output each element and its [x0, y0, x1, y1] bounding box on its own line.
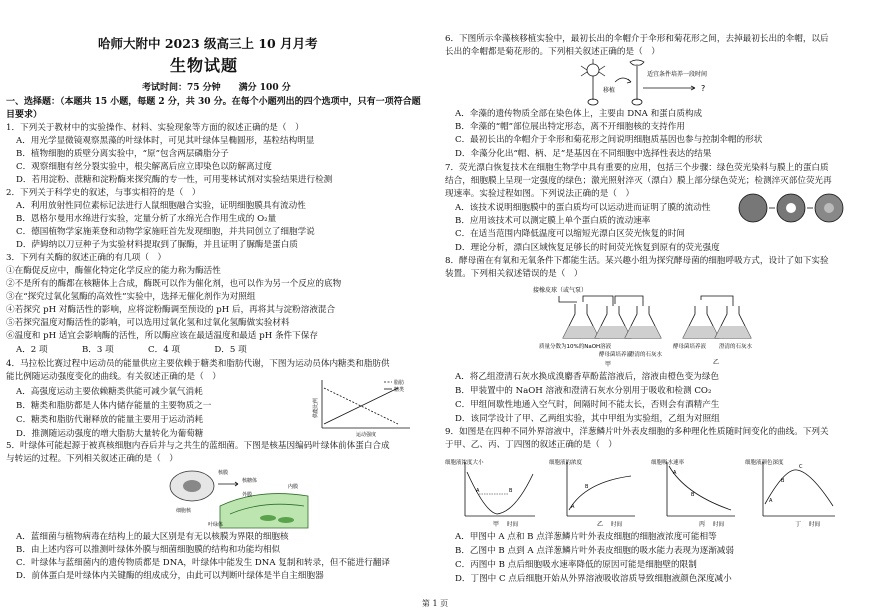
option: A．利用放射性同位素标记法进行人鼠细胞融合实验，证明细胞膜具有流动性 [16, 201, 306, 211]
question-5: 5．叶绿体可能起源于被真核细胞内吞后并与之共生的蓝细菌。下图是核基因编码叶绿体前体蛋白合成 [6, 441, 390, 451]
question-6-cont: 长出的伞帽都是菊花形的。下列相关叙述正确的是（ ） [445, 47, 660, 57]
group-jia: 甲 [605, 361, 612, 368]
question-4: 4．马拉松比赛过程中运动员的能量供应主要依赖于糖类和脂肪代谢，下图为运动员体内糖类和脂肪供 [6, 359, 390, 369]
label-rubber-ball: 接橡皮球（或气泵） [533, 287, 588, 294]
question-6: 6．下图所示伞藻核移植实验中，最初长出的伞帽介于伞形和菊花形之间，去掉最初长出的伞帽，以后 [445, 34, 829, 44]
group-yi: 乙 [713, 359, 720, 366]
option: C．甲组间歇性地通入空气时，间隔时间不能太长，否则会有酒精产生 [455, 400, 720, 410]
label-limewater-2: 澄清的石灰水 [719, 344, 753, 350]
exam-meta: 考试时间：75 分钟 满分 100 分 [142, 83, 291, 93]
option: A．甲图中 A 点和 B 点洋葱鳞片叶外表皮细胞的细胞液浓度可能相等 [455, 532, 717, 542]
option: D．前体蛋白是叶绿体内关键酶的组成成分，由此可以判断叶绿体是半自主细胞器 [16, 571, 324, 581]
option: A．用光学显微镜观察黑藻的叶绿体时，可见其叶绿体呈椭圆形，基粒结构明显 [16, 136, 315, 146]
option: B．应用该技术可以测定膜上单个蛋白质的流动速率 [455, 216, 651, 226]
option-row: A．2 项 B．3 项 C．4 项 D．5 项 [16, 345, 247, 355]
flower-cap-icon [587, 64, 599, 76]
label-ribosome: 核糖体 [242, 478, 258, 484]
name-ding: 丁 [795, 521, 802, 528]
frap-figure [737, 192, 847, 226]
option: A．将乙组澄清石灰水换成溴麝香草酚蓝溶液后，溶液由橙色变为绿色 [455, 372, 720, 382]
point-b-ding: B [781, 478, 785, 484]
legend-sugar: 糖类 [394, 387, 405, 393]
page-footer: 第 1 页 [421, 599, 449, 608]
label-naoh: 质量分数为10%的NaOH溶液 [539, 344, 612, 350]
transplant-label: 移植 [603, 87, 616, 94]
flask-5 [715, 306, 751, 338]
point-b-bing: B [691, 492, 695, 498]
option: C．德国植物学家施莱登和动物学家施旺首先发现细胞，并共同创立了细胞学说 [16, 227, 315, 237]
option: C．叶绿体与蓝细菌内的遗传物质都是 DNA，叶绿体中能发生 DNA 复制和转录，但不能进行翻译 [16, 558, 390, 568]
option: A．蓝细菌与植物病毒在结构上的最大区别是有无以核膜为界限的细胞核 [16, 532, 289, 542]
question-5-cont: 与转运的过程。下列相关叙述正确的是（ ） [6, 454, 178, 464]
graph-yi [567, 462, 635, 516]
label-nuclear-envelope: 核膜 [218, 470, 229, 476]
name-bing: 丙 [699, 521, 706, 528]
question-9: 9．如图是在四种不同外界溶液中，洋葱鳞片叶外表皮细胞的多种理化性质随时间变化的曲线。下列关 [445, 427, 829, 437]
option: D．丁图中 C 点后细胞开始从外界溶液吸收溶质导致细胞液颜色深度减小 [455, 574, 732, 584]
culture-label: 适宜条件培养一段时间 [647, 71, 708, 78]
chloroplast-protein-figure [158, 466, 318, 530]
ylabel-yi: 细胞液的浓度 [549, 460, 583, 466]
statement: ⑥温度和 pH 适宜会影响酶的活性，所以酶应该在最适温度和最适 pH 条件下保存 [6, 331, 318, 341]
point-a-bing: A [673, 470, 677, 476]
section-heading: 一、选择题：（本题共 15 小题，每题 2 分，共 30 分。在每个小题列出的四个选项中，只有一项符合题 [6, 97, 421, 107]
option: B．伞藻的“帽”部位展出特定形态，离不开细胞核的支持作用 [455, 122, 685, 132]
ylabel-ding: 细胞液颜色深度 [745, 460, 784, 466]
question-9-cont: 于甲、乙、丙、丁四图的叙述正确的是（ ） [445, 440, 617, 450]
question-1: 1．下列关于教材中的实验操作、材料、实验现象等方面的叙述正确的是（ ） [6, 123, 304, 133]
xlabel-jia: 时间 [507, 522, 519, 528]
statement: ④若探究 pH 对酶活性的影响，应将淀粉酶调至预设的 pH 后，再将其与淀粉溶液混合 [6, 305, 336, 315]
option: D．若用淀粉、蔗糖和淀粉酶来探究酶的专一性，可用斐林试剂对实验结果进行检测 [16, 175, 333, 185]
question-7-cont: 结合，细胞膜上呈现一定强度的绿色；激光照射淬灭（漂白）膜上部分绿色荧光；检测淬灭部位荧光再 [445, 176, 832, 186]
point-c-ding: C [799, 464, 803, 470]
nucleolus-shape [183, 480, 201, 492]
option: C．最初长出的伞帽介于伞形和菊花形之间说明细胞质基因也参与控制伞帽的形状 [455, 135, 763, 145]
option: D．推测随运动强度的增大脂肪大量转化为葡萄糖 [16, 429, 204, 439]
point-a-jia: A [476, 488, 480, 494]
flask-3 [625, 306, 661, 338]
flask-4 [683, 306, 719, 338]
ylabel-jia: 细胞液浓度大小 [445, 460, 484, 466]
question-mark: ? [701, 84, 706, 93]
point-a-yi: A [571, 504, 575, 510]
flask-1 [563, 304, 599, 338]
option: B．植物细胞的质壁分离实验中，“原”包含两层磷脂分子 [16, 149, 229, 159]
acetabularia-figure [575, 58, 745, 108]
option: C．在适当范围内降低温度可以缩短光漂白区荧光恢复的时间 [455, 229, 686, 239]
x-axis-label: 运动强度 [356, 432, 377, 438]
option: B．糖类和脂肪都是人体内储存能量的主要物质之一 [16, 401, 212, 411]
option: B．恩格尔曼用水绵进行实验，定量分析了水绵光合作用生成的 O₂量 [16, 214, 277, 224]
option: D．理论分析，漂白区域恢复足够长的时间荧光恢复到原有的荧光强度 [455, 243, 720, 253]
option: A．伞藻的遗传物质全部在染色体上，主要由 DNA 和蛋白质构成 [455, 109, 703, 119]
option: D．萨姆纳以刀豆种子为实验材料提取到了脲酶，并且证明了脲酶是蛋白质 [16, 240, 298, 250]
graph-bing [667, 462, 735, 516]
chloroplast-shape [220, 494, 308, 528]
question-4-cont: 能比例随运动强度变化的曲线。有关叙述正确的是（ ） [6, 372, 221, 382]
label-chloroplast: 叶绿体 [208, 522, 224, 528]
point-b-yi: B [585, 484, 589, 490]
option: A．该技术说明细胞膜中的蛋白质均可以运动进而证明了膜的流动性 [455, 203, 711, 213]
label-limewater-1: 澄清的石灰水 [629, 352, 663, 358]
question-8-cont: 装置。下列相关叙述错误的是（ ） [445, 269, 583, 279]
school-title: 哈师大附中 2023 级高三上 10 月月考 [98, 36, 318, 51]
option: C．糖类和脂肪代谢释放的能量主要用于运动消耗 [16, 415, 204, 425]
option: D．该同学设计了甲、乙两组实验，其中甲组为实验组，乙组为对照组 [455, 414, 720, 424]
label-outer-membrane: 外膜 [242, 492, 253, 498]
energy-supply-figure [310, 376, 420, 438]
question-8: 8．酵母菌在有氧和无氧条件下都能生活。某兴趣小组为探究酵母菌的细胞呼吸方式，设计了如下实验 [445, 256, 829, 266]
statement: ②不是所有的酶都在核糖体上合成，酶既可以作为催化剂，也可以作为另一个反应的底物 [6, 279, 342, 289]
name-yi: 乙 [597, 521, 604, 528]
label-inner-membrane: 内膜 [288, 484, 299, 490]
subject-title: 生物试题 [170, 56, 239, 75]
xlabel-bing: 时间 [713, 522, 725, 528]
statement: ⑤若探究温度对酶活性的影响，可以选用过氧化氢和过氧化氢酶做实验材料 [6, 318, 290, 328]
section-heading-cont: 目要求） [6, 110, 43, 120]
option: A．高强度运动主要依赖糖类供能可减少氧气消耗 [16, 387, 203, 397]
flask-2 [595, 306, 631, 338]
membrane-stage-1 [739, 194, 767, 222]
option: B．乙图中 B 点到 A 点洋葱鳞片叶外表皮细胞的吸水能力表现为逐渐减弱 [455, 546, 734, 556]
xlabel-yi: 时间 [611, 522, 623, 528]
question-2: 2．下列关于科学史的叙述，与事实相符的是（ ） [6, 188, 201, 198]
yeast-apparatus-figure [533, 282, 783, 370]
label-nucleus: 细胞核 [176, 508, 192, 514]
question-7-cont: 现速率。实验过程如图。下列说法正确的是（ ） [445, 189, 635, 199]
point-b-jia: B [509, 488, 513, 494]
ylabel-bing: 细胞吸水速率 [651, 460, 685, 466]
umbrella-cap-icon [630, 60, 644, 65]
xlabel-ding: 时间 [809, 522, 821, 528]
legend-fat: 脂肪 [394, 380, 405, 386]
option: B．甲装置中的 NaOH 溶液和澄清石灰水分别用于吸收和检测 CO₂ [455, 386, 712, 396]
cell-curves-figure [445, 454, 850, 530]
statement: ①在酶促反应中，酶催化特定化学反应的能力称为酶活性 [6, 266, 221, 276]
graph-ding [763, 462, 835, 516]
option: B．由上述内容可以推测叶绿体外膜与细菌细胞膜的结构和功能均相似 [16, 545, 281, 555]
question-7: 7．荧光漂白恢复技术在细胞生物学中具有重要的应用，包括三个步骤：绿色荧光染料与膜上的蛋白质 [445, 163, 829, 173]
statement: ③在“探究过氧化氢酶的高效性”实验中，选择无催化剂作为对照组 [6, 292, 256, 302]
question-3: 3．下列有关酶的叙述正确的有几项（ ） [6, 253, 167, 263]
option: D．伞藻分化出“帽、柄、足”是基因在不同细胞中选择性表达的结果 [455, 149, 712, 159]
label-yeast-2: 酵母菌培养液 [673, 344, 707, 350]
label-yeast-1: 酵母菌培养液 [599, 352, 633, 358]
y-axis-label: 供能比例 [313, 397, 319, 418]
name-jia: 甲 [493, 521, 500, 528]
option: C．丙图中 B 点后细胞吸水速率降低的原因可能是细胞壁的限制 [455, 560, 697, 570]
option: C．观察细胞有丝分裂实验中，根尖解离后应立即染色以防解离过度 [16, 162, 272, 172]
point-a-ding: A [769, 498, 773, 504]
